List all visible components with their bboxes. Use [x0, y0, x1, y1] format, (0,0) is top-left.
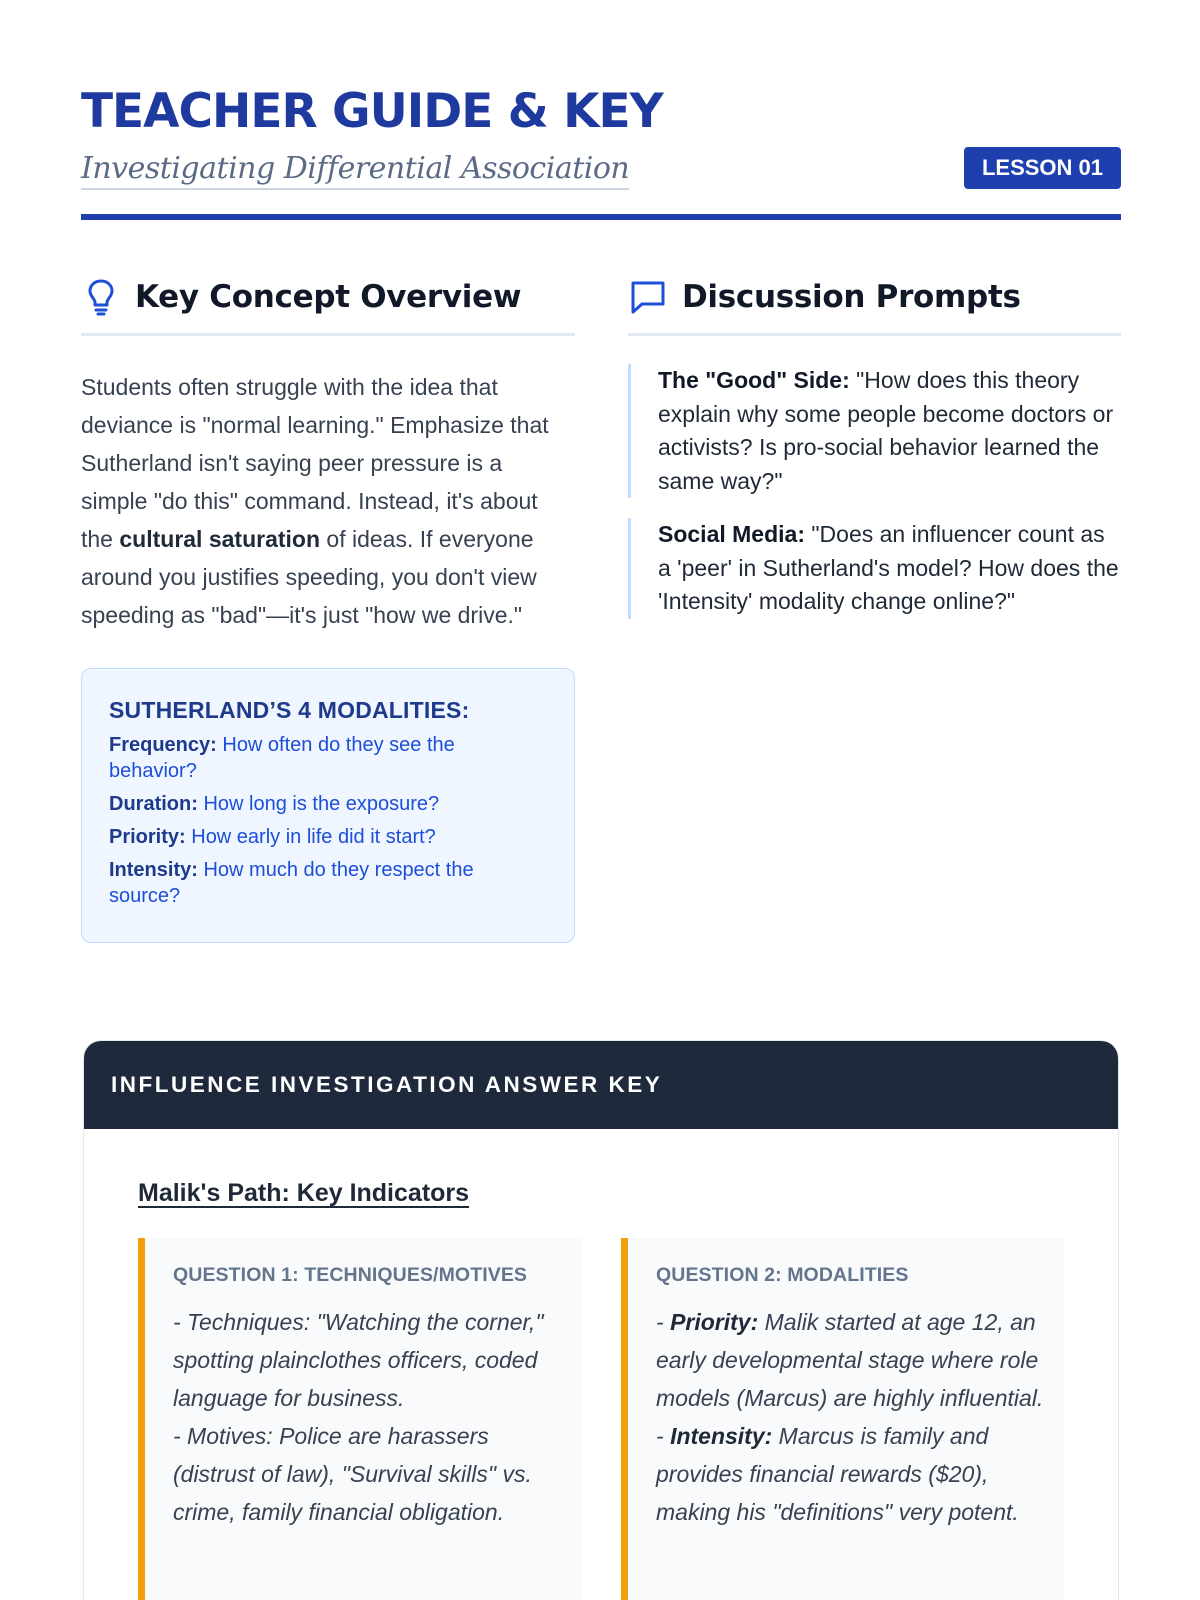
prompt-list — [628, 364, 1121, 619]
question-grid — [138, 1238, 1064, 1600]
prompt-label: Social Media: — [658, 521, 805, 547]
prompt-label: The "Good" Side: — [658, 367, 850, 393]
modality-item — [109, 857, 548, 909]
modality-item — [109, 791, 548, 817]
lesson-badge: LESSON 01 — [964, 147, 1121, 189]
modality-term: Duration: — [109, 793, 198, 815]
modalities-box — [81, 668, 575, 943]
prompt-text: "Does an influencer count as a 'peer' in Sutherland's model? How does the 'Intensity' modality change online?" — [658, 521, 1119, 614]
discussion-prompt — [628, 364, 1121, 498]
modality-term: Frequency: — [109, 734, 217, 756]
question-answer: - Priority: Malik started at age 12, an early developmental stage where role models (Marcus) are highly influential. - Intensity: Marcus is family and provides financial rewards ($20), making his "definitions" very potent. — [656, 1309, 1044, 1525]
answer-line: - Motives: Police are harassers (distrust of law), "Survival skills" vs. crime, family financial obligation. — [173, 1423, 532, 1525]
question-label: QUESTION 2: MODALITIES — [656, 1264, 909, 1286]
discussion-prompt — [628, 518, 1121, 619]
modality-item — [109, 824, 548, 850]
question-card — [138, 1238, 581, 1600]
answer-key-card — [83, 1040, 1119, 1600]
discussion-header — [628, 270, 1121, 336]
answer-line: - Techniques: "Watching the corner," spotting plainclothes officers, coded language for business. — [173, 1309, 544, 1411]
page-title: TEACHER GUIDE & KEY — [81, 84, 663, 139]
question-answer — [173, 1303, 561, 1531]
modality-desc: How early in life did it start? — [185, 826, 436, 848]
lightbulb-icon — [81, 277, 121, 317]
key-concept-section — [81, 270, 575, 943]
prompt-text: "How does this theory explain why some people become doctors or activists? Is pro-social behavior learned the same way?" — [658, 367, 1114, 494]
modality-item — [109, 732, 548, 784]
key-concept-header — [81, 270, 575, 336]
overview-text-bold: cultural saturation — [119, 526, 321, 552]
speech-bubble-icon — [628, 277, 668, 317]
answer-line: Marcus is family and provides financial rewards ($20), making his "definitions" very potent. — [656, 1423, 1019, 1525]
modality-term: Intensity: — [109, 859, 198, 881]
modalities-title: SUTHERLAND’S 4 MODALITIES: — [109, 697, 470, 723]
modality-desc: How long is the exposure? — [197, 793, 440, 815]
modality-desc: How often do they see the behavior? — [109, 734, 455, 782]
discussion-title: Discussion Prompts — [682, 278, 1021, 315]
page-header — [81, 84, 1121, 220]
overview-text-start: Students often struggle with the idea that deviance is "normal learning." Emphasize that Sutherland isn't saying peer pressure is a simple "do this" command. Instead, it's about the — [81, 374, 549, 552]
key-concept-title: Key Concept Overview — [135, 278, 522, 315]
question-label: QUESTION 1: TECHNIQUES/MOTIVES — [173, 1264, 528, 1286]
modality-term: Priority: — [109, 826, 186, 848]
page-subtitle: Investigating Differential Association — [81, 150, 629, 190]
answer-key-body — [84, 1129, 1118, 1600]
overview-paragraph — [81, 368, 575, 634]
answer-line: Malik started at age 12, an early developmental stage where role models (Marcus) are highly influential. — [656, 1309, 1044, 1411]
answer-term: Intensity: — [670, 1423, 773, 1449]
overview-text-end: of ideas. If everyone around you justifies speeding, you don't view speeding as "bad"—it's just "how we drive." — [81, 526, 537, 628]
discussion-section — [628, 270, 1121, 639]
question-card — [621, 1238, 1064, 1600]
path-title: Malik's Path: Key Indicators — [138, 1179, 470, 1207]
modality-desc: How much do they respect the source? — [109, 859, 474, 907]
answer-key-header: INFLUENCE INVESTIGATION ANSWER KEY — [84, 1041, 1118, 1129]
answer-term: Priority: — [670, 1309, 759, 1335]
